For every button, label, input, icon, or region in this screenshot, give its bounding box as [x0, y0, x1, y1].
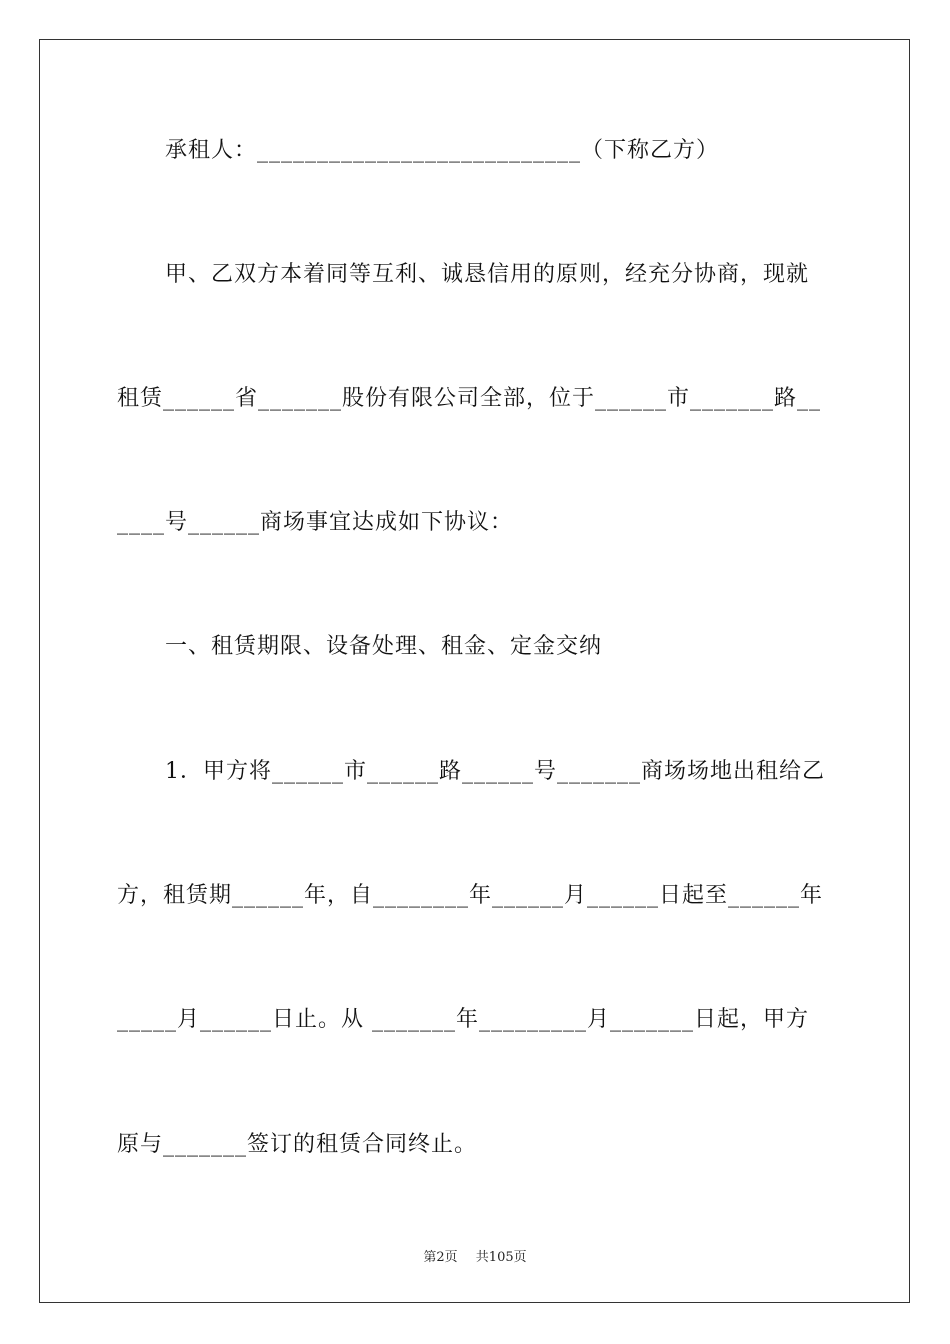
page-footer — [0, 1246, 950, 1265]
paragraph-intro: 甲、乙双方本着同等互利、诚恳信用的原则，经充分协商，现就 — [165, 262, 810, 287]
clause-1-cont-2: _____月______日止。从 _______年_________月_______日起，甲方 — [117, 1007, 809, 1032]
page-number: 第2页 — [423, 1250, 458, 1265]
paragraph-intro-cont-2: ____号______商场事宜达成如下协议： — [117, 510, 514, 535]
clause-1-cont-1: 方，租赁期______年，自________年______月______日起至______年 — [117, 883, 824, 908]
page-total: 共105页 — [475, 1250, 527, 1265]
paragraph-intro-cont-1: 租赁______省_______股份有限公司全部，位于______市_______路__ — [117, 386, 822, 411]
clause-1-cont-3: 原与_______签订的租赁合同终止。 — [117, 1132, 478, 1157]
paragraph-lessee: 承租人：___________________________（下称乙方） — [165, 138, 720, 163]
page-border — [39, 39, 910, 1303]
clause-1: 1．甲方将______市______路______号_______商场场地出租给乙 — [165, 759, 825, 784]
section-heading-1: 一、租赁期限、设备处理、租金、定金交纳 — [165, 634, 603, 659]
